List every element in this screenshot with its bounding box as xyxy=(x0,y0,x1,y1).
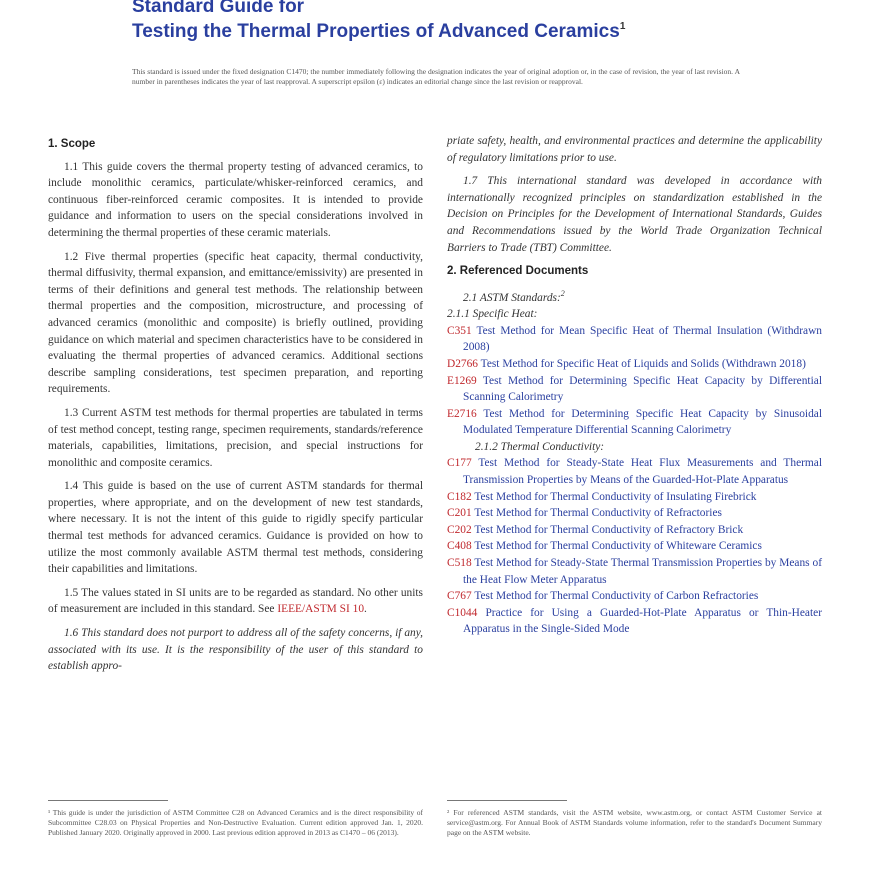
para-1-7: 1.7 This international standard was developed in accordance with internationally recognized principles on standardization established in the Decision on Principles for the Development of International Standards, Guides and Recommendations issued by the World Trade Organization Technical Barriers to Trade (TBT) Committee. xyxy=(447,175,822,254)
para-1-1: 1.1 This guide covers the thermal property testing of advanced ceramics, to include monolithic ceramics, particulate/whisker-reinforced ceramics, and continuous fiber-reinforced ceramic composites. It is intended to provide guidance and information to users on the special considerations involved in determining the thermal properties of these ceramic materials. xyxy=(48,160,423,239)
para-1-5-end: . xyxy=(364,603,367,616)
astm-standards-label xyxy=(463,286,822,306)
astm-standards-text: 2.1 ASTM Standards: xyxy=(463,291,561,304)
reference-title-link[interactable]: Test Method for Determining Specific Heat Capacity by Differential Scanning Calorimetry xyxy=(463,374,822,404)
para-1-4: 1.4 This guide is based on the use of current ASTM standards for thermal properties, where appropriate, and on the development of new test standards, where necessary. It is not the intent of this guide to rigidly specify particular thermal test methods for advanced ceramics. Guidance is provided on how to utilize the most commonly available ASTM thermal test methods, considering their capabilities and limitations. xyxy=(48,480,423,576)
referenced-documents-heading: 2. Referenced Documents xyxy=(447,265,589,278)
reference-title-link[interactable]: Test Method for Thermal Conductivity of Insulating Firebrick xyxy=(471,490,757,503)
reference-title-link[interactable]: Test Method for Specific Heat of Liquids and Solids (Withdrawn 2018) xyxy=(478,357,806,370)
reference-code-link[interactable]: C1044 xyxy=(447,606,478,619)
specific-heat-label: 2.1.1 Specific Heat: xyxy=(447,308,538,321)
reference-item xyxy=(447,522,822,539)
reference-code-link[interactable]: E1269 xyxy=(447,374,477,387)
reference-code-link[interactable]: C182 xyxy=(447,490,472,503)
reference-item xyxy=(447,605,822,638)
reference-title-link[interactable]: Test Method for Steady-State Thermal Transmission Properties by Means of the Heat Flow Meter Apparatus xyxy=(463,557,822,586)
designation-notice: This standard is issued under the fixed designation C1470; the number immediately following the designation indicates the year of original adoption or, in the case of revision, the year of last revision. A number in parentheses indicates the year of last reapproval. A superscript epsilon (ε) indicates an editorial change since the last revision or reapproval. xyxy=(132,67,740,86)
para-1-2: 1.2 Five thermal properties (specific heat capacity, thermal conductivity, thermal diffusivity, thermal expansion, and emittance/emissivity) are presented in terms of their definitions and general test methods. The relationship between thermal properties and the composition, microstructure, and processing of advanced ceramics (monolithic and composite) is briefly outlined, providing guidance on which material and specimen characteristics have to be considered in evaluating the thermal properties of advanced ceramics. Additional sections describe sampling considerations, test specimen preparation, and reporting requirements. xyxy=(48,250,423,396)
footnote-2: ² For referenced ASTM standards, visit the ASTM website, www.astm.org, or contact ASTM Customer Service at service@astm.org. For Annual Book of ASTM Standards volume information, refer to the standard's Document Summary page on the ASTM website. xyxy=(447,808,822,837)
reference-title-link[interactable]: Test Method for Thermal Conductivity of Refractory Brick xyxy=(471,523,744,536)
reference-title-link[interactable]: Test Method for Thermal Conductivity of Carbon Refractories xyxy=(471,590,759,603)
reference-code-link[interactable]: C408 xyxy=(447,540,472,553)
reference-item xyxy=(447,555,822,588)
doc-title-text: Testing the Thermal Properties of Advanced Ceramics xyxy=(132,21,620,42)
footnote-2-mark[interactable]: 2 xyxy=(560,288,565,298)
reference-item xyxy=(447,373,822,406)
para-1-3: 1.3 Current ASTM test methods for thermal properties are tabulated in terms of test method concept, testing range, specimen requirements, standards/reference materials, capabilities, limitations, precision, and special instructions for monolithic and composite ceramics. xyxy=(48,406,423,469)
reference-code-link[interactable]: D2766 xyxy=(447,357,479,370)
para-1-5-text: 1.5 The values stated in SI units are to be regarded as standard. No other units of measurement are included in this standard. See xyxy=(48,586,423,616)
reference-title-link[interactable]: Test Method for Thermal Conductivity of Refractories xyxy=(471,507,722,520)
reference-title-link[interactable]: Practice for Using a Guarded-Hot-Plate Apparatus or Thin-Heater Apparatus in the Single-Sided Mode xyxy=(463,606,822,636)
reference-item xyxy=(447,406,822,439)
right-column xyxy=(447,133,822,638)
reference-item xyxy=(447,538,822,555)
reference-item xyxy=(447,323,822,356)
left-column xyxy=(48,133,423,682)
reference-title-link[interactable]: Test Method for Steady-State Heat Flux Measurements and Thermal Transmission Properties by Means of the Guarded-Hot-Plate Apparatus xyxy=(463,457,822,487)
para-1-5 xyxy=(48,585,423,618)
reference-item xyxy=(447,489,822,506)
reference-code-link[interactable]: C177 xyxy=(447,457,472,470)
para-1-6-cont: priate safety, health, and environmental practices and determine the applicability of regulatory limitations prior to use. xyxy=(447,135,822,164)
specific-heat-list xyxy=(447,323,822,439)
reference-code-link[interactable]: C767 xyxy=(447,590,472,603)
reference-code-link[interactable]: C351 xyxy=(447,324,472,337)
scope-heading: 1. Scope xyxy=(48,138,96,150)
footnote-1: ¹ This guide is under the jurisdiction of ASTM Committee C28 on Advanced Ceramics and is the direct responsibility of Subcommittee C28.03 on Physical Properties and Non-Destructive Evaluation. Current edition approved Jan. 1, 2020. Published January 2020. Originally approved in 2000. Last previous edition approved in 2013 as C1470 – 06 (2013). xyxy=(48,808,423,837)
reference-item xyxy=(447,455,822,488)
reference-title-link[interactable]: Test Method for Determining Specific Heat Capacity by Sinusoidal Modulated Temperature Differential Scanning Calorimetry xyxy=(463,407,822,437)
reference-item xyxy=(447,356,822,373)
reference-code-link[interactable]: C202 xyxy=(447,523,472,536)
footnote-rule-right xyxy=(447,800,567,801)
reference-code-link[interactable]: E2716 xyxy=(447,407,477,420)
reference-item xyxy=(447,588,822,605)
ieee-si10-link[interactable]: IEEE/ASTM SI 10 xyxy=(277,603,365,616)
doc-title-line2 xyxy=(132,21,625,43)
reference-item xyxy=(447,505,822,522)
reference-code-link[interactable]: C201 xyxy=(447,507,472,520)
title-footnote-mark[interactable]: 1 xyxy=(619,21,626,32)
footnote-rule-left xyxy=(48,800,168,801)
doc-title-line1: Standard Guide for xyxy=(132,0,305,17)
reference-title-link[interactable]: Test Method for Thermal Conductivity of Whiteware Ceramics xyxy=(471,540,762,553)
thermal-conductivity-list xyxy=(447,455,822,638)
thermal-conductivity-label: 2.1.2 Thermal Conductivity: xyxy=(475,440,605,453)
reference-title-link[interactable]: Test Method for Mean Specific Heat of Thermal Insulation (Withdrawn 2008) xyxy=(463,324,822,354)
para-1-6: 1.6 This standard does not purport to address all of the safety concerns, if any, associated with its use. It is the responsibility of the user of this standard to establish appro- xyxy=(48,627,423,673)
reference-code-link[interactable]: C518 xyxy=(447,557,472,570)
